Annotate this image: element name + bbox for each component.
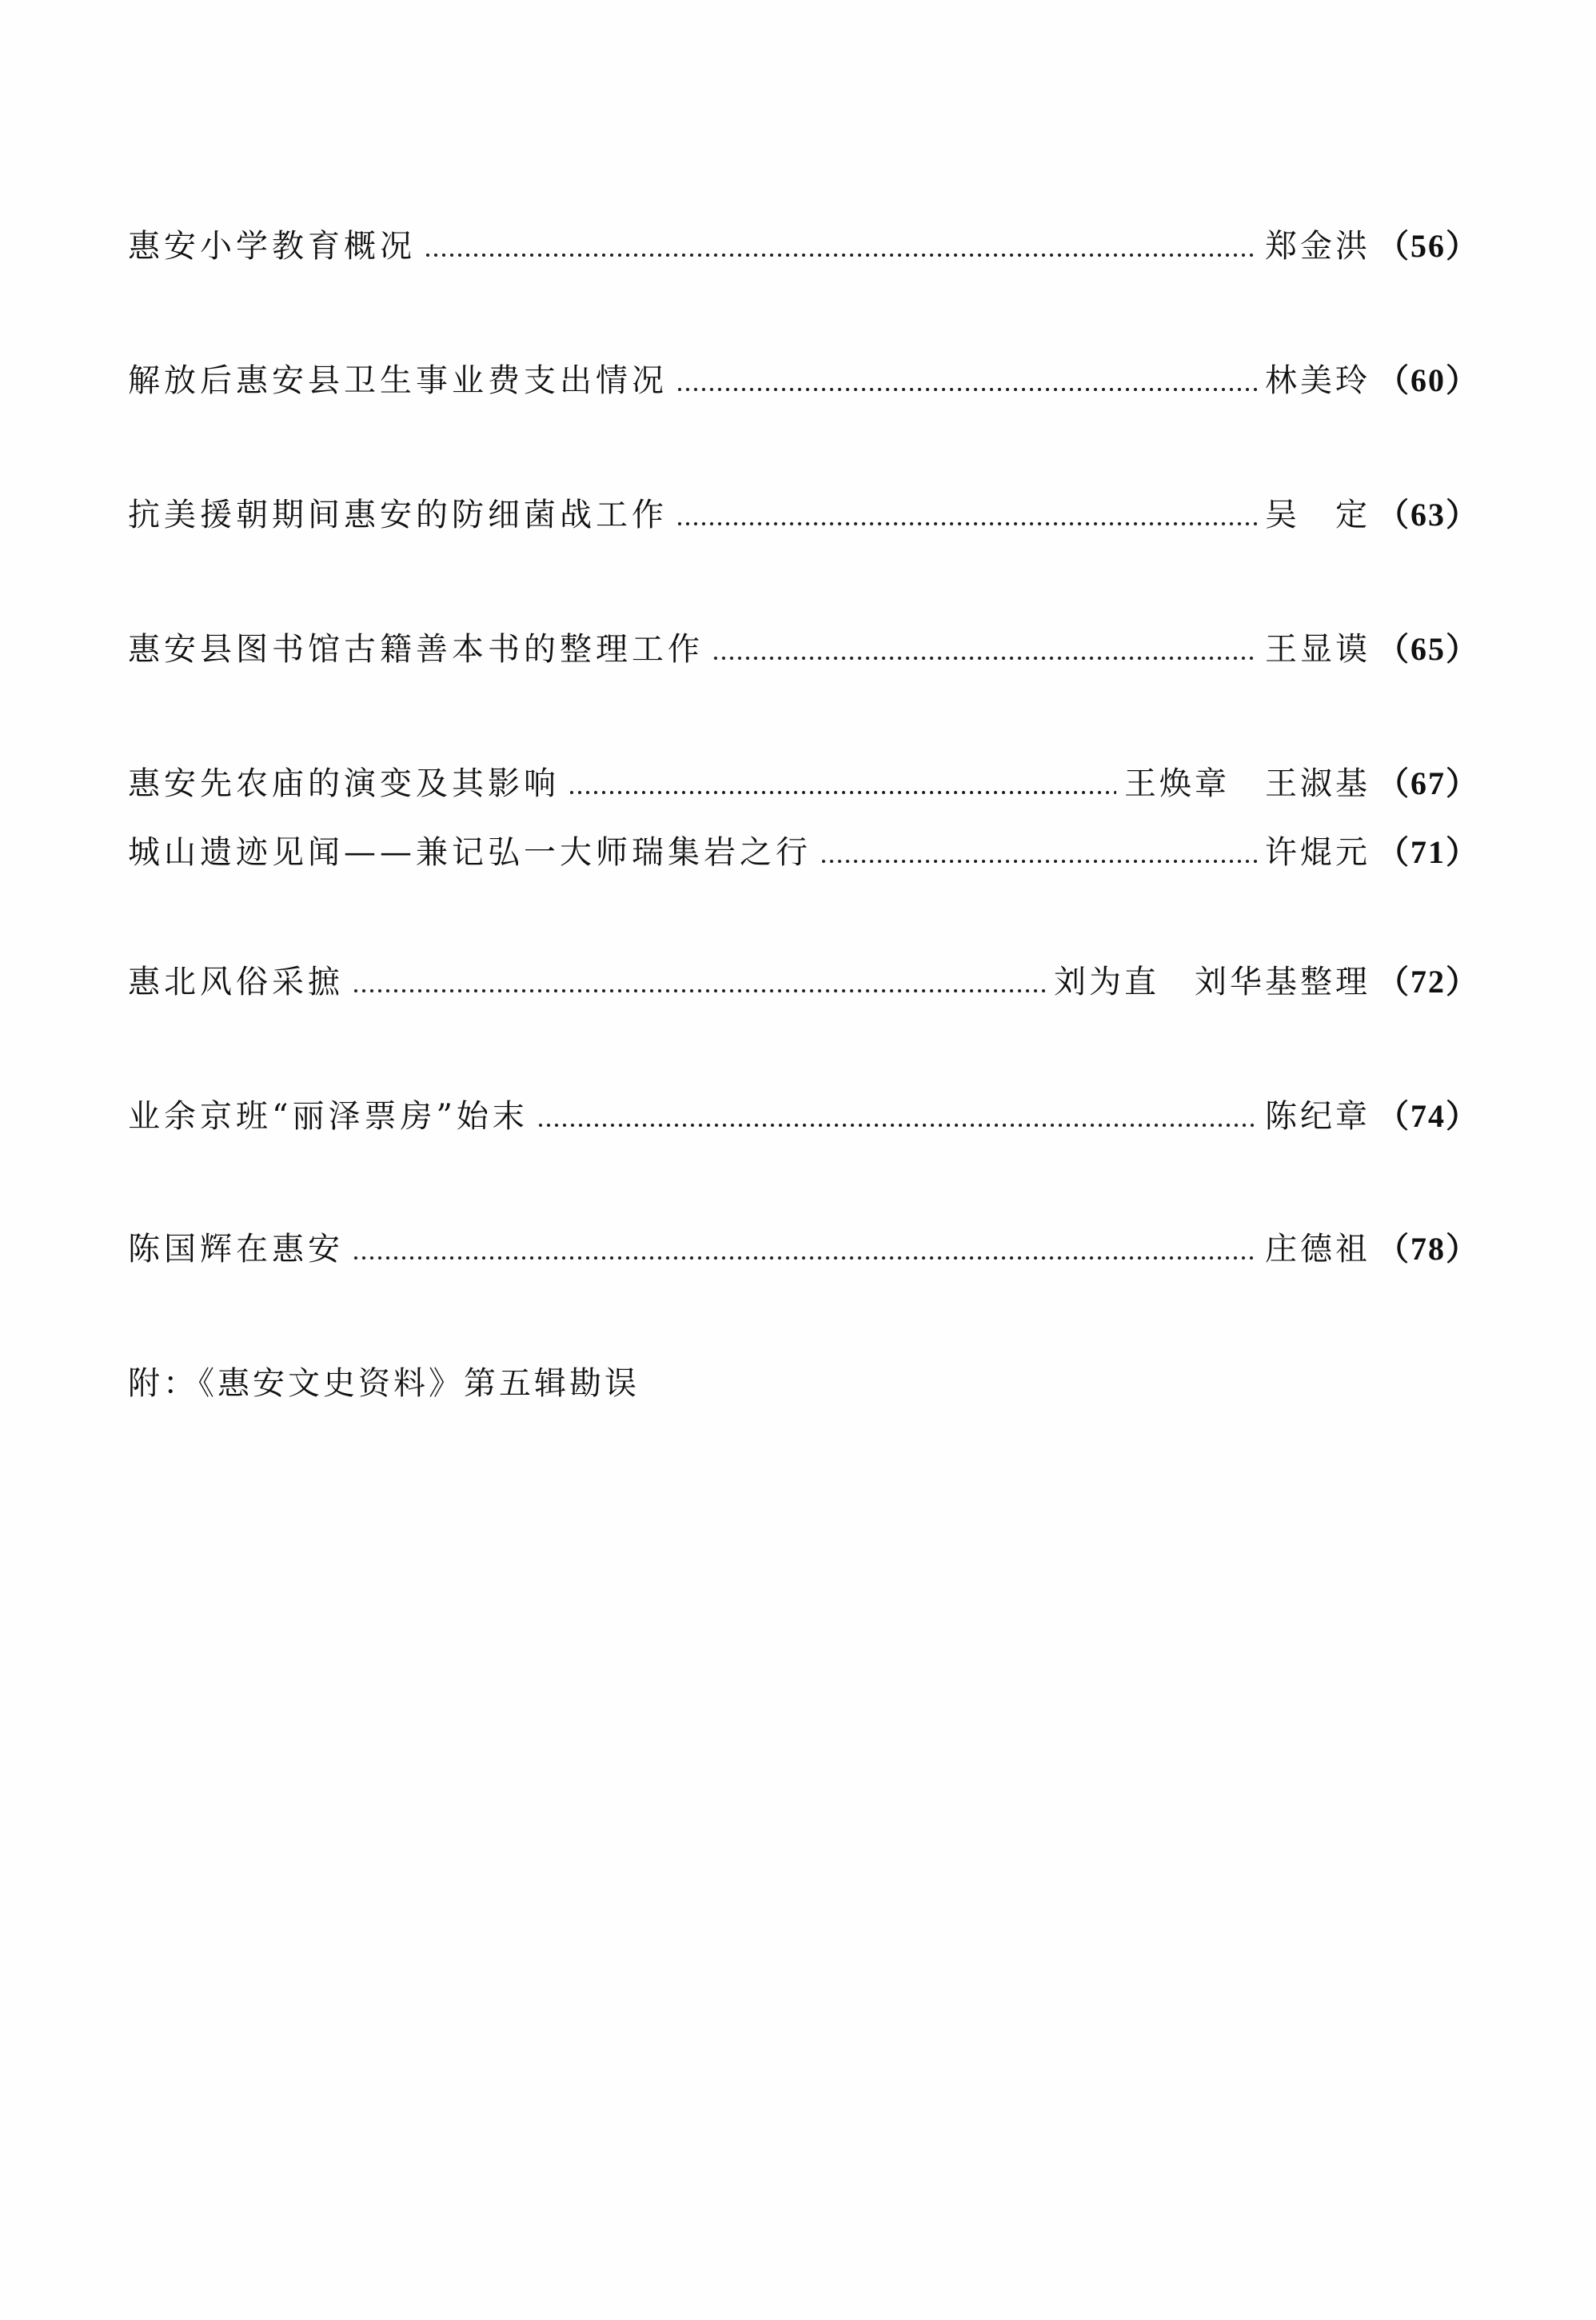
dot-leader: [424, 254, 1257, 257]
toc-entry: [128, 491, 1479, 539]
toc-entry: [128, 760, 1479, 808]
dot-leader: [712, 657, 1257, 660]
entry-author: 吴 定: [1265, 497, 1371, 533]
toc-entry: [128, 958, 1479, 1006]
dot-leader: [820, 860, 1257, 863]
entry-author: 郑金洪: [1265, 228, 1371, 265]
entry-page-number: （63）: [1377, 497, 1479, 533]
dot-leader: [352, 1256, 1257, 1260]
entry-title: 惠北风俗采摭: [128, 964, 344, 1000]
dot-leader: [537, 1124, 1257, 1127]
toc-entry: [128, 625, 1479, 673]
toc-entry: [128, 829, 1479, 876]
entry-author: 陈纪章: [1265, 1098, 1371, 1135]
entry-page-number: （60）: [1377, 362, 1479, 398]
entry-title: 惠安小学教育概况: [128, 228, 416, 265]
entry-author: 庄德祖: [1265, 1231, 1371, 1268]
entry-author: 林美玲: [1265, 362, 1371, 399]
toc-entry: [128, 222, 1479, 270]
entry-page-number: （56）: [1377, 228, 1479, 264]
entry-title: 惠安县图书馆古籍善本书的整理工作: [128, 631, 704, 668]
dot-leader: [676, 388, 1257, 391]
entry-author: 王焕章 王淑基: [1124, 765, 1371, 802]
entry-title: 抗美援朝期间惠安的防细菌战工作: [128, 497, 668, 533]
entry-page-number: （78）: [1377, 1231, 1479, 1267]
dot-leader: [352, 989, 1046, 992]
entry-title: 业余京班“丽泽票房”始末: [128, 1098, 529, 1135]
entry-author: 刘为直 刘华基整理: [1054, 964, 1371, 1000]
toc-entry: [128, 357, 1479, 405]
appendix-note: 附：《惠安文史资料》第五辑勘误: [128, 1365, 640, 1402]
entry-title: 解放后惠安县卫生事业费支出情况: [128, 362, 668, 399]
entry-author: 王显谟: [1265, 631, 1371, 668]
entry-page-number: （67）: [1377, 765, 1479, 801]
entry-page-number: （72）: [1377, 964, 1479, 1000]
dot-leader: [676, 522, 1257, 525]
toc-entry: [128, 1092, 1479, 1140]
entry-author: 许焜元: [1265, 834, 1371, 871]
entry-title: 城山遗迹见闻——兼记弘一大师瑞集岩之行: [128, 834, 812, 871]
dot-leader: [568, 791, 1116, 794]
toc-entry: [128, 1225, 1479, 1273]
entry-title: 惠安先农庙的演变及其影响: [128, 765, 560, 802]
entry-title: 陈国辉在惠安: [128, 1231, 344, 1268]
entry-page-number: （65）: [1377, 631, 1479, 667]
entry-page-number: （71）: [1377, 834, 1479, 870]
entry-page-number: （74）: [1377, 1098, 1479, 1134]
